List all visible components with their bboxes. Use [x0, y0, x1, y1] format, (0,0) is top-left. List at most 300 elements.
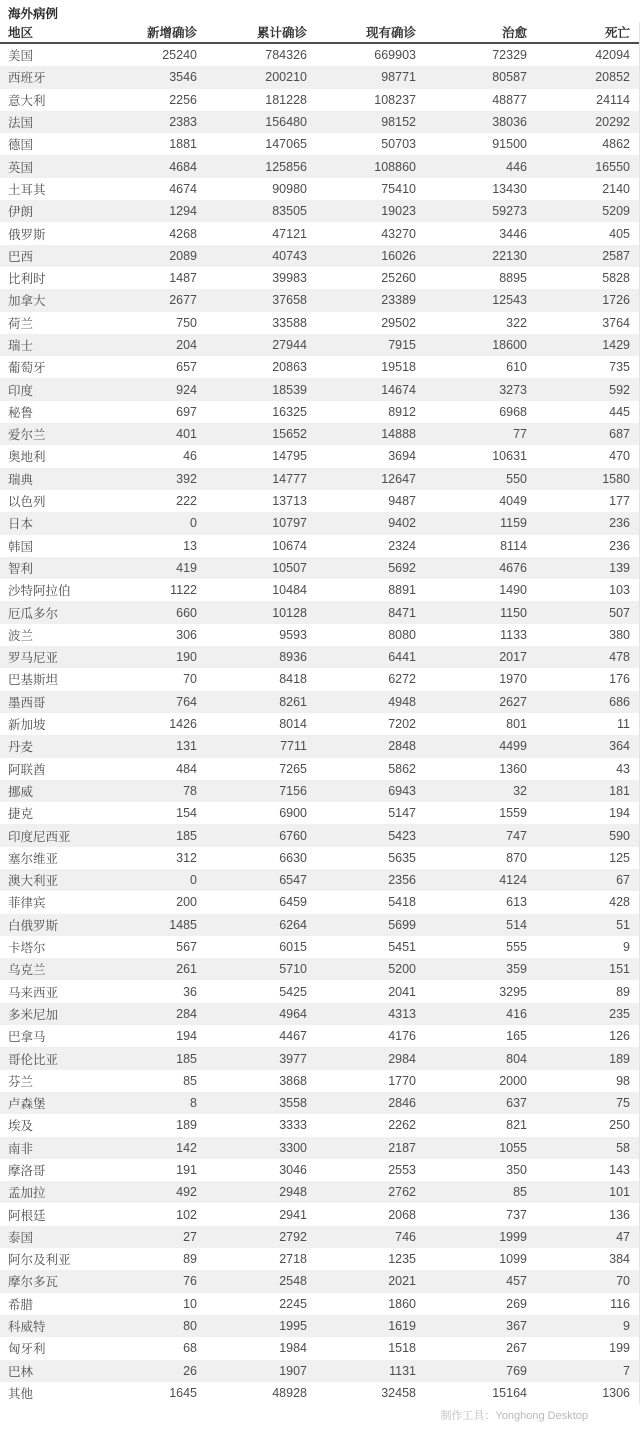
value-cell: 25260 [381, 271, 416, 286]
value-cell: 7265 [279, 761, 307, 776]
value-cell: 10128 [272, 605, 307, 620]
value-cell: 1860 [388, 1296, 416, 1311]
value-cell: 32458 [381, 1385, 416, 1400]
region-cell: 加拿大 [8, 294, 46, 309]
value-cell: 147065 [265, 137, 307, 152]
value-cell: 101 [609, 1185, 630, 1200]
value-cell: 2762 [388, 1185, 416, 1200]
table-row[interactable] [0, 980, 639, 1002]
region-cell: 其他 [8, 1386, 34, 1401]
value-cell: 38036 [492, 115, 527, 130]
region-cell: 挪威 [8, 784, 34, 799]
value-cell: 131 [176, 739, 197, 754]
value-cell: 2848 [388, 739, 416, 754]
value-cell: 6459 [279, 895, 307, 910]
value-cell: 350 [506, 1162, 527, 1177]
value-cell: 20863 [272, 360, 307, 375]
table-row[interactable] [0, 133, 639, 155]
value-cell: 85 [513, 1185, 527, 1200]
value-cell: 20292 [595, 115, 630, 130]
table-row[interactable] [0, 713, 639, 735]
value-cell: 222 [176, 494, 197, 509]
value-cell: 72329 [492, 48, 527, 63]
value-cell: 1619 [388, 1319, 416, 1334]
value-cell: 154 [176, 806, 197, 821]
value-cell: 3273 [499, 382, 527, 397]
region-cell: 捷克 [8, 807, 34, 822]
value-cell: 784326 [265, 48, 307, 63]
value-cell: 2792 [279, 1229, 307, 1244]
value-cell: 39983 [272, 271, 307, 286]
value-cell: 70 [183, 672, 197, 687]
value-cell: 40743 [272, 248, 307, 263]
value-cell: 0 [190, 516, 197, 531]
value-cell: 89 [616, 984, 630, 999]
value-cell: 76 [183, 1274, 197, 1289]
value-cell: 151 [609, 962, 630, 977]
value-cell: 68 [183, 1341, 197, 1356]
column-header-region[interactable]: 地区 [8, 26, 34, 40]
value-cell: 610 [506, 360, 527, 375]
value-cell: 139 [609, 560, 630, 575]
region-cell: 新加坡 [8, 718, 46, 733]
region-cell: 比利时 [8, 272, 46, 287]
value-cell: 2948 [279, 1185, 307, 1200]
table-row[interactable] [0, 44, 639, 66]
table-row[interactable] [0, 914, 639, 936]
value-cell: 6760 [279, 828, 307, 843]
value-cell: 687 [609, 427, 630, 442]
value-cell: 5635 [388, 850, 416, 865]
value-cell: 769 [506, 1363, 527, 1378]
value-cell: 78 [183, 783, 197, 798]
value-cell: 322 [506, 315, 527, 330]
table-row[interactable] [0, 646, 639, 668]
table-row[interactable] [0, 535, 639, 557]
table-row[interactable] [0, 802, 639, 824]
table-row[interactable] [0, 579, 639, 601]
region-cell: 塞尔维亚 [8, 851, 59, 866]
region-cell: 多米尼加 [8, 1007, 59, 1022]
value-cell: 567 [176, 940, 197, 955]
value-cell: 1907 [279, 1363, 307, 1378]
region-cell: 泰国 [8, 1230, 34, 1245]
table-row[interactable] [0, 668, 639, 690]
value-cell: 1306 [602, 1385, 630, 1400]
value-cell: 2245 [279, 1296, 307, 1311]
table-row[interactable] [0, 869, 639, 891]
table-row[interactable] [0, 1293, 639, 1315]
region-cell: 葡萄牙 [8, 361, 46, 376]
table-row[interactable] [0, 1003, 639, 1025]
value-cell: 98152 [381, 115, 416, 130]
value-cell: 25240 [162, 48, 197, 63]
value-cell: 108860 [374, 159, 416, 174]
region-cell: 巴西 [8, 249, 34, 264]
table-row[interactable] [0, 178, 639, 200]
value-cell: 478 [609, 650, 630, 665]
value-cell: 4684 [169, 159, 197, 174]
value-cell: 367 [506, 1319, 527, 1334]
value-cell: 6968 [499, 404, 527, 419]
value-cell: 2140 [602, 181, 630, 196]
region-cell: 德国 [8, 138, 34, 153]
value-cell: 870 [506, 850, 527, 865]
table-row[interactable] [0, 1270, 639, 1292]
table-row[interactable] [0, 847, 639, 869]
value-cell: 191 [176, 1162, 197, 1177]
table-row[interactable] [0, 89, 639, 111]
region-cell: 乌克兰 [8, 963, 46, 978]
table-row[interactable] [0, 557, 639, 579]
value-cell: 108237 [374, 92, 416, 107]
table-row[interactable] [0, 1315, 639, 1337]
region-cell: 以色列 [8, 495, 46, 510]
value-cell: 5200 [388, 962, 416, 977]
value-cell: 2383 [169, 115, 197, 130]
value-cell: 14674 [381, 382, 416, 397]
value-cell: 4948 [388, 694, 416, 709]
value-cell: 200 [176, 895, 197, 910]
table-row[interactable] [0, 1047, 639, 1069]
table-row[interactable] [0, 1203, 639, 1225]
table-row[interactable] [0, 423, 639, 445]
table-row[interactable] [0, 334, 639, 356]
value-cell: 48877 [492, 92, 527, 107]
value-cell: 8418 [279, 672, 307, 687]
value-cell: 1426 [169, 717, 197, 732]
value-cell: 4674 [169, 181, 197, 196]
value-cell: 804 [506, 1051, 527, 1066]
region-cell: 阿尔及利亚 [8, 1253, 71, 1268]
table-row[interactable] [0, 1181, 639, 1203]
value-cell: 747 [506, 828, 527, 843]
region-cell: 哥伦比亚 [8, 1052, 59, 1067]
table-row[interactable] [0, 1382, 639, 1404]
value-cell: 3764 [602, 315, 630, 330]
value-cell: 2324 [388, 538, 416, 553]
value-cell: 2021 [388, 1274, 416, 1289]
table-row[interactable] [0, 780, 639, 802]
table-row[interactable] [0, 356, 639, 378]
value-cell: 507 [609, 605, 630, 620]
value-cell: 6272 [388, 672, 416, 687]
value-cell: 2068 [388, 1207, 416, 1222]
value-cell: 9 [623, 1319, 630, 1334]
value-cell: 156480 [265, 115, 307, 130]
region-cell: 菲律宾 [8, 896, 46, 911]
value-cell: 4268 [169, 226, 197, 241]
value-cell: 801 [506, 717, 527, 732]
region-cell: 瑞典 [8, 472, 34, 487]
value-cell: 24114 [596, 92, 630, 107]
value-cell: 12543 [492, 293, 527, 308]
value-cell: 27 [183, 1229, 197, 1244]
value-cell: 821 [506, 1118, 527, 1133]
value-cell: 19023 [381, 204, 416, 219]
table-row[interactable] [0, 66, 639, 88]
value-cell: 18539 [272, 382, 307, 397]
value-cell: 51 [616, 917, 630, 932]
value-cell: 686 [609, 694, 630, 709]
value-cell: 657 [176, 360, 197, 375]
value-cell: 75410 [381, 181, 416, 196]
region-cell: 南非 [8, 1141, 34, 1156]
credit-note [440, 1410, 588, 1423]
value-cell: 5209 [602, 204, 630, 219]
region-cell: 卡塔尔 [8, 941, 46, 956]
value-cell: 312 [176, 850, 197, 865]
value-cell: 924 [176, 382, 197, 397]
table-row[interactable] [0, 490, 639, 512]
value-cell: 9402 [388, 516, 416, 531]
value-cell: 1150 [500, 605, 527, 620]
table-row[interactable] [0, 267, 639, 289]
column-header-current[interactable]: 现有确诊 [365, 26, 416, 40]
value-cell: 8891 [388, 583, 416, 598]
value-cell: 181228 [265, 92, 307, 107]
value-cell: 236 [609, 516, 630, 531]
table-row[interactable] [0, 378, 639, 400]
value-cell: 637 [506, 1096, 527, 1111]
region-cell: 丹麦 [8, 740, 34, 755]
value-cell: 3546 [169, 70, 197, 85]
value-cell: 2587 [602, 248, 630, 263]
region-cell: 阿根廷 [8, 1208, 46, 1223]
region-cell: 爱尔兰 [8, 428, 46, 443]
table-body [0, 44, 639, 1404]
column-header-total[interactable]: 累计确诊 [256, 26, 307, 40]
region-cell: 奥地利 [8, 450, 46, 465]
region-cell: 巴林 [8, 1364, 34, 1379]
value-cell: 50703 [381, 137, 416, 152]
value-cell: 200210 [265, 70, 307, 85]
table-row[interactable] [0, 624, 639, 646]
value-cell: 5418 [388, 895, 416, 910]
value-cell: 4676 [499, 560, 527, 575]
table-row[interactable] [0, 824, 639, 846]
value-cell: 13 [183, 538, 197, 553]
value-cell: 5692 [388, 560, 416, 575]
table-row[interactable] [0, 1337, 639, 1359]
value-cell: 16550 [595, 159, 630, 174]
table-row[interactable] [0, 1226, 639, 1248]
column-header-new[interactable]: 新增确诊 [146, 26, 197, 40]
value-cell: 8114 [500, 538, 527, 553]
value-cell: 3300 [279, 1140, 307, 1155]
table-row[interactable] [0, 936, 639, 958]
value-cell: 1487 [169, 271, 197, 286]
value-cell: 91500 [492, 137, 527, 152]
value-cell: 613 [506, 895, 527, 910]
table-row[interactable] [0, 1025, 639, 1047]
table-row[interactable] [0, 445, 639, 467]
value-cell: 10631 [492, 449, 527, 464]
value-cell: 669903 [374, 48, 416, 63]
value-cell: 194 [609, 806, 630, 821]
value-cell: 2017 [499, 650, 527, 665]
value-cell: 16325 [272, 404, 307, 419]
value-cell: 2356 [388, 873, 416, 888]
region-cell: 秘鲁 [8, 405, 34, 420]
value-cell: 261 [176, 962, 197, 977]
value-cell: 102 [176, 1207, 197, 1222]
value-cell: 1770 [388, 1073, 416, 1088]
value-cell: 3046 [279, 1162, 307, 1177]
value-cell: 3868 [279, 1073, 307, 1088]
region-cell: 孟加拉 [8, 1186, 46, 1201]
value-cell: 2677 [169, 293, 197, 308]
region-cell: 日本 [8, 517, 34, 532]
region-cell: 摩尔多瓦 [8, 1275, 59, 1290]
table-row[interactable] [0, 1248, 639, 1270]
table-header-row [0, 22, 639, 44]
value-cell: 250 [609, 1118, 630, 1133]
table-row[interactable] [0, 691, 639, 713]
value-cell: 9 [623, 940, 630, 955]
table-row[interactable] [0, 512, 639, 534]
region-cell: 巴拿马 [8, 1030, 46, 1045]
value-cell: 1360 [499, 761, 527, 776]
value-cell: 47121 [272, 226, 307, 241]
region-cell: 马来西亚 [8, 985, 59, 1000]
value-cell: 384 [609, 1252, 630, 1267]
value-cell: 5451 [388, 940, 416, 955]
value-cell: 1559 [499, 806, 527, 821]
value-cell: 90980 [272, 181, 307, 196]
region-cell: 美国 [8, 49, 34, 64]
value-cell: 80 [183, 1319, 197, 1334]
value-cell: 750 [176, 315, 197, 330]
value-cell: 2718 [279, 1252, 307, 1267]
table-row[interactable] [0, 1159, 639, 1181]
table-row[interactable] [0, 468, 639, 490]
value-cell: 359 [506, 962, 527, 977]
value-cell: 592 [609, 382, 630, 397]
value-cell: 5862 [388, 761, 416, 776]
region-cell: 科威特 [8, 1320, 46, 1335]
region-cell: 法国 [8, 116, 34, 131]
value-cell: 7 [623, 1363, 630, 1378]
table-row[interactable] [0, 1092, 639, 1114]
region-cell: 希腊 [8, 1297, 34, 1312]
table-row[interactable] [0, 1360, 639, 1382]
value-cell: 0 [190, 873, 197, 888]
value-cell: 12647 [381, 471, 416, 486]
page-title: 海外病例 [8, 7, 59, 21]
value-cell: 3446 [499, 226, 527, 241]
table-row[interactable] [0, 601, 639, 623]
value-cell: 6441 [388, 650, 416, 665]
value-cell: 236 [609, 538, 630, 553]
region-cell: 韩国 [8, 539, 34, 554]
value-cell: 10484 [272, 583, 307, 598]
value-cell: 1485 [169, 917, 197, 932]
value-cell: 7915 [388, 338, 416, 352]
value-cell: 177 [609, 494, 630, 509]
value-cell: 29502 [381, 315, 416, 330]
value-cell: 8 [190, 1096, 197, 1111]
value-cell: 125856 [265, 159, 307, 174]
value-cell: 70 [616, 1274, 630, 1289]
value-cell: 83505 [272, 204, 307, 219]
credit-label: 制作工具：Yonghong Desktop [440, 1410, 588, 1422]
value-cell: 4176 [388, 1029, 416, 1044]
value-cell: 7202 [388, 717, 416, 732]
table-row[interactable] [0, 1137, 639, 1159]
value-cell: 47 [616, 1229, 630, 1244]
value-cell: 3333 [279, 1118, 307, 1133]
value-cell: 445 [609, 404, 630, 419]
value-cell: 1429 [602, 338, 630, 352]
table-row[interactable] [0, 289, 639, 311]
value-cell: 5710 [279, 962, 307, 977]
table-row[interactable] [0, 1114, 639, 1136]
table-row[interactable] [0, 200, 639, 222]
value-cell: 590 [609, 828, 630, 843]
table-row[interactable] [0, 111, 639, 133]
value-cell: 269 [506, 1296, 527, 1311]
table-row[interactable] [0, 222, 639, 244]
region-cell: 意大利 [8, 93, 46, 108]
value-cell: 1995 [279, 1319, 307, 1334]
value-cell: 10797 [272, 516, 307, 531]
table-row[interactable] [0, 155, 639, 177]
value-cell: 2846 [388, 1096, 416, 1111]
region-cell: 英国 [8, 160, 34, 175]
value-cell: 3558 [279, 1096, 307, 1111]
table-row[interactable] [0, 312, 639, 334]
table-row[interactable] [0, 245, 639, 267]
value-cell: 5147 [388, 806, 416, 821]
table-row[interactable] [0, 1070, 639, 1092]
data-table [0, 22, 640, 1404]
value-cell: 116 [610, 1296, 630, 1311]
value-cell: 58 [616, 1140, 630, 1155]
value-cell: 80587 [492, 70, 527, 85]
value-cell: 1999 [499, 1229, 527, 1244]
value-cell: 48928 [272, 1385, 307, 1400]
table-row[interactable] [0, 958, 639, 980]
value-cell: 20852 [595, 70, 630, 85]
value-cell: 18600 [492, 338, 527, 352]
column-header-deaths[interactable]: 死亡 [604, 26, 630, 40]
value-cell: 204 [176, 338, 197, 352]
value-cell: 6264 [279, 917, 307, 932]
value-cell: 550 [506, 471, 527, 486]
value-cell: 2256 [169, 92, 197, 107]
column-header-cured[interactable]: 治愈 [501, 26, 527, 40]
region-cell: 卢森堡 [8, 1097, 46, 1112]
table-row[interactable] [0, 735, 639, 757]
value-cell: 764 [176, 694, 197, 709]
value-cell: 9593 [279, 627, 307, 642]
table-row[interactable] [0, 401, 639, 423]
value-cell: 484 [176, 761, 197, 776]
region-cell: 厄瓜多尔 [8, 606, 59, 621]
table-row[interactable] [0, 758, 639, 780]
value-cell: 697 [176, 404, 197, 419]
value-cell: 3694 [388, 449, 416, 464]
table-row[interactable] [0, 891, 639, 913]
value-cell: 43270 [381, 226, 416, 241]
value-cell: 4964 [279, 1006, 307, 1021]
region-cell: 摩洛哥 [8, 1163, 46, 1178]
value-cell: 8261 [279, 694, 307, 709]
value-cell: 4467 [279, 1029, 307, 1044]
value-cell: 15652 [272, 427, 307, 442]
value-cell: 8912 [388, 404, 416, 419]
